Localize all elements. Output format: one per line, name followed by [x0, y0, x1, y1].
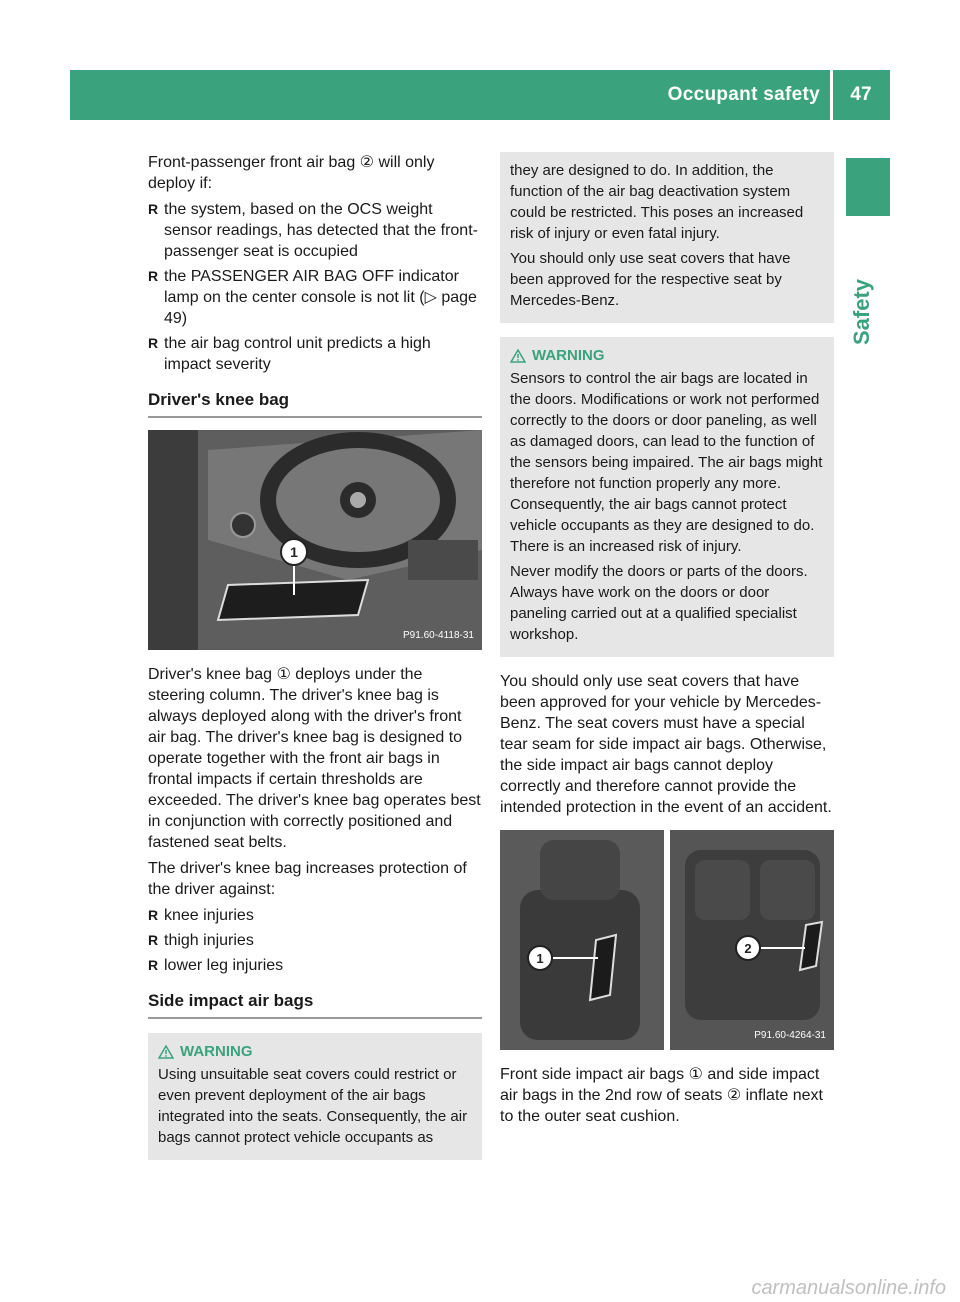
warning-icon [510, 349, 526, 363]
list-item: R knee injuries [148, 905, 482, 926]
list-item: R thigh injuries [148, 930, 482, 951]
warning-label: WARNING [180, 1043, 253, 1060]
dashboard-illustration [148, 430, 482, 650]
warning-text: Using unsuitable seat covers could restrict or even prevent deployment of the air bags integrated into the seats. Consequently, the air bags cannot protect vehicle occupants as [158, 1066, 468, 1146]
list-item: R the air bag control unit predicts a high impact severity [148, 333, 482, 375]
warning-box-seat-covers [148, 1033, 482, 1160]
marker-2: 2 [744, 941, 752, 956]
list-item: R lower leg injuries [148, 955, 482, 976]
knee-bag-photo [148, 430, 482, 650]
seats-illustration [500, 830, 834, 1050]
list-item: R the system, based on the OCS weight sensor readings, has detected that the front-passenger seat is occupied [148, 199, 482, 262]
left-column [148, 152, 482, 1174]
warning-text-approved: You should only use seat covers that have been approved for the respective seat by Mercedes-Benz. [510, 250, 791, 309]
warning-header [158, 1041, 472, 1062]
heading-side-airbags: Side impact air bags [148, 990, 482, 1019]
seat-cover-paragraph: You should only use seat covers that have been approved for your vehicle by Mercedes-Benz. The seat covers must have a special tear seam for side impact air bags. Otherwise, the side impact air bags cannot deploy correctly and therefore cannot provide the intended protection in the event of an accident. [500, 673, 832, 816]
warning-text: Sensors to control the air bags are located in the doors. Modifications or work not performed correctly to the doors or door paneling, as well as damaged doors, can lead to the function of the sensors being impaired. The air bags might therefore not function properly any more. Consequently, the air bags cannot protect vehicle occupants as they are designed to do. There is an increased risk of injury. [510, 370, 823, 555]
photo-code: P91.60-4118-31 [403, 630, 474, 641]
marker-1: 1 [536, 951, 544, 966]
warning-text: Never modify the doors or parts of the doors. Always have work on the doors or door paneling carried out at a qualified specialist workshop. [510, 563, 808, 643]
warning-label: WARNING [532, 347, 605, 364]
marker-1: 1 [290, 544, 298, 560]
knee-bag-protection-intro: The driver's knee bag increases protection of the driver against: [148, 860, 467, 898]
list-item: R the PASSENGER AIR BAG OFF indicator lamp on the center console is not lit (▷ page 49) [148, 266, 482, 329]
section-title: Occupant safety [667, 84, 820, 105]
warning-box-door-sensors [500, 337, 834, 657]
intro-text: Front-passenger front air bag ② will only deploy if: [148, 154, 435, 192]
warning-box-continued [500, 152, 834, 323]
page-number: 47 [850, 84, 872, 105]
photo-code: P91.60-4264-31 [754, 1030, 826, 1041]
side-airbag-caption: Front side impact air bags ① and side impact air bags in the 2nd row of seats ② inflate next to the outer seat cushion. [500, 1066, 823, 1125]
right-column [500, 152, 834, 1132]
chapter-label: Safety [849, 278, 874, 345]
chapter-tab [846, 158, 890, 216]
injury-list [148, 905, 482, 976]
warning-icon [158, 1045, 174, 1059]
heading-knee-bag: Driver's knee bag [148, 389, 482, 418]
watermark: carmanualsonline.info [751, 1277, 946, 1299]
knee-bag-description: Driver's knee bag ① deploys under the steering column. The driver's knee bag is always deployed along with the driver's front air bag. The driver's knee bag is designed to operate together with the front air bags in frontal impacts if certain thresholds are exceeded. The driver's knee bag operates best in conjunction with correctly positioned and fastened seat belts. [148, 666, 481, 851]
header-divider [830, 70, 833, 120]
warning-text-continued: they are designed to do. In addition, the function of the air bag deactivation system could be restricted. This poses an increased risk of injury or even fatal injury. [510, 162, 804, 242]
deploy-conditions-list [148, 199, 482, 375]
side-airbag-photo [500, 830, 834, 1050]
warning-header [510, 345, 824, 366]
